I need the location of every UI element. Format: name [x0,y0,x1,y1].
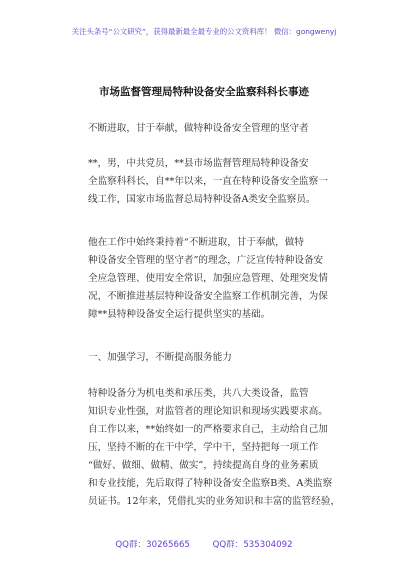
subtitle-line: 不断进取，甘于奉献，做特种设备安全管理的坚守者 [88,123,309,134]
section-heading-line: 一、加强学习，不断提高服务能力 [88,352,232,363]
paragraph-line: 自工作以来，**始终如一的严格要求自己，主动给自己加 [88,424,328,435]
document-subtitle [88,120,336,138]
paragraph-line: 压，坚持不断的在干中学，学中干，坚持把每一项工作 [88,442,319,453]
paragraph-line: 种设备安全管理的坚守者”的理念，广泛宣传特种设备安 [88,255,324,266]
paragraph-line: 况，不断推进基层特种设备安全监察工作机制完善，为保 [88,291,328,302]
footer-qq-group-1: QQ群：30265665 [115,540,190,550]
paragraph-line: 和专业技能，先后取得了特种设备安全监察B类、A类监察 [88,478,333,489]
section-1-heading [88,349,336,367]
paragraph-line: 全应急管理、使用安全常识，加强应急管理、处理突发情 [88,273,328,284]
paragraph-line: 员证书。12年来，凭借扎实的业务知识和丰富的监管经验， [88,496,341,507]
header-banner: 关注头条号“公文研究”，获得最新最全最专业的公文资料库！ 微信：gongwenyj [71,27,337,36]
footer-qq-group-2: QQ群：535304092 [212,540,293,550]
paragraph-3 [88,385,341,511]
paragraph-1 [88,155,336,209]
paragraph-line: 他在工作中始终秉持着“不断进取，甘于奉献，做特 [88,237,304,248]
paragraph-line: “做好、做细、做精、做实”，持续提高自身的业务素质 [88,460,319,471]
paragraph-line: 线工作，国家市场监督总局特种设备A类安全监察员。 [88,194,316,205]
paragraph-line: 障**县特种设备安全运行提供坚实的基础。 [88,309,271,320]
paragraph-line: 全监察科科长，自**年以来，一直在特种设备安全监察一 [88,176,328,187]
paragraph-line: **，男，中共党员，**县市场监督管理局特种设备安 [88,158,309,169]
paragraph-2 [88,234,336,324]
paragraph-line: 特种设备分为机电类和承压类，共八大类设备，监管 [88,388,309,399]
footer-qq-groups [0,538,408,550]
document-title: 市场监督管理局特种设备安全监察科科长事迹 [99,86,309,98]
paragraph-line: 知识专业性强，对监管者的理论知识和现场实践要求高。 [88,406,328,417]
